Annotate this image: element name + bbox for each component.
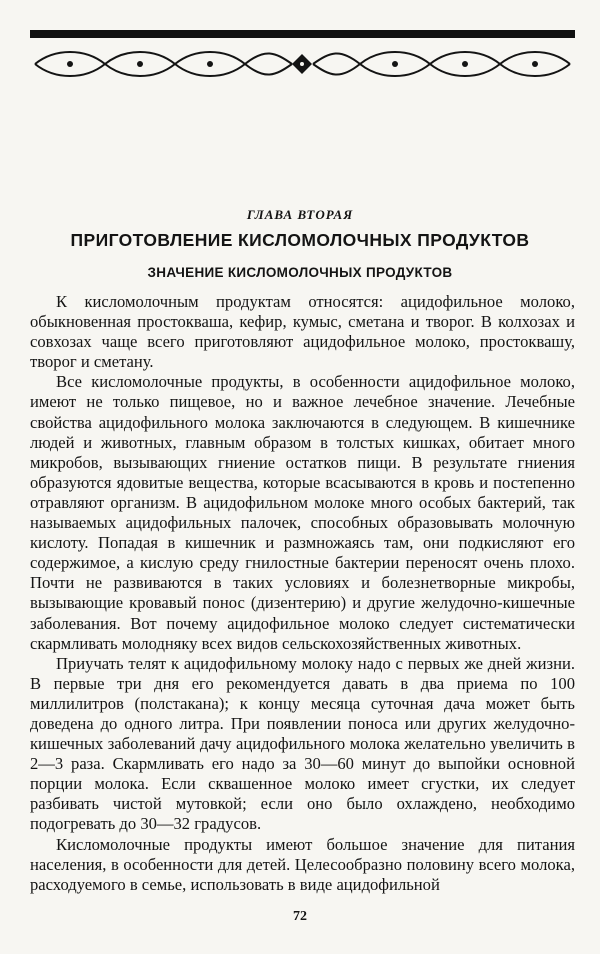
body-text bbox=[30, 292, 575, 895]
chapter-title: ПРИГОТОВЛЕНИЕ КИСЛОМОЛОЧНЫХ ПРОДУКТОВ bbox=[70, 230, 530, 250]
ornament-flourishes-icon bbox=[67, 54, 538, 74]
ornament-left-icon bbox=[35, 52, 292, 76]
paragraph-1: К кисломолочным продуктам относятся: ацидофильное молоко, обыкновенная простокваша, кефир, кумыс, сметана и творог. В колхозах и совхозах чаще всего приготовляют ацидофильное молоко, простоквашу, творог и сметану. bbox=[30, 292, 575, 372]
section-title: ЗНАЧЕНИЕ КИСЛОМОЛОЧНЫХ ПРОДУКТОВ bbox=[147, 265, 453, 280]
page-number: 72 bbox=[293, 909, 307, 924]
paragraph-4: Кисломолочные продукты имеют большое значение для питания населения, в особенности для детей. Целесообразно половину всего молока, расходуемого в семье, использовать в виде ацидофильной bbox=[30, 834, 575, 894]
top-rule bbox=[30, 30, 575, 38]
chapter-label: ГЛАВА ВТОРАЯ bbox=[246, 207, 354, 222]
decorative-ornament bbox=[30, 42, 575, 84]
ornament-right-icon bbox=[313, 52, 570, 76]
paragraph-2: Все кисломолочные продукты, в особенности ацидофильное молоко, имеют не только пищевое, но и важное лечебное значение. Лечебные свойства ацидофильного молока заключаются в следующем. В кишечнике людей и животных, главным образом в толстых кишках, обитает много микробов, вызывающих гниение остатков пищи. В результате гниения образуются ядовитые вещества, которые всасываются в кровь и постепенно отравляют организм. В ацидофильном молоке много особых бактерий, так называемых ацидофильных палочек, способных образовывать молочную кислоту. Попадая в кишечник и размножаясь там, они подкисляют его содержимое, а кислую среду гнилостные бактерии переносят очень плохо. Почти не развиваются в таких условиях и болезнетворные микробы, вызывающие кровавый понос (дизентерию) и другие желудочно-кишечные заболевания. Вот почему ацидофильное молоко следует систематически скармливать молодняку всех видов сельскохозяйственных животных. bbox=[30, 372, 575, 653]
paragraph-3: Приучать телят к ацидофильному молоку надо с первых же дней жизни. В первые три дня его рекомендуется давать в два приема по 100 миллилитров (полстакана); к концу месяца суточная дача может быть доведена до одного литра. При появлении поноса или других желудочно-кишечных заболеваний дачу ацидофильного молока желательно увеличить в 2—3 раза. Скармливать его надо за 30—60 минут до выпойки основной порции молока. Если сквашенное молоко имеет сгустки, их следует разбивать чистой мутовкой; если оно было охлаждено, необходимо подогревать до 30—32 градусов. bbox=[30, 653, 575, 834]
